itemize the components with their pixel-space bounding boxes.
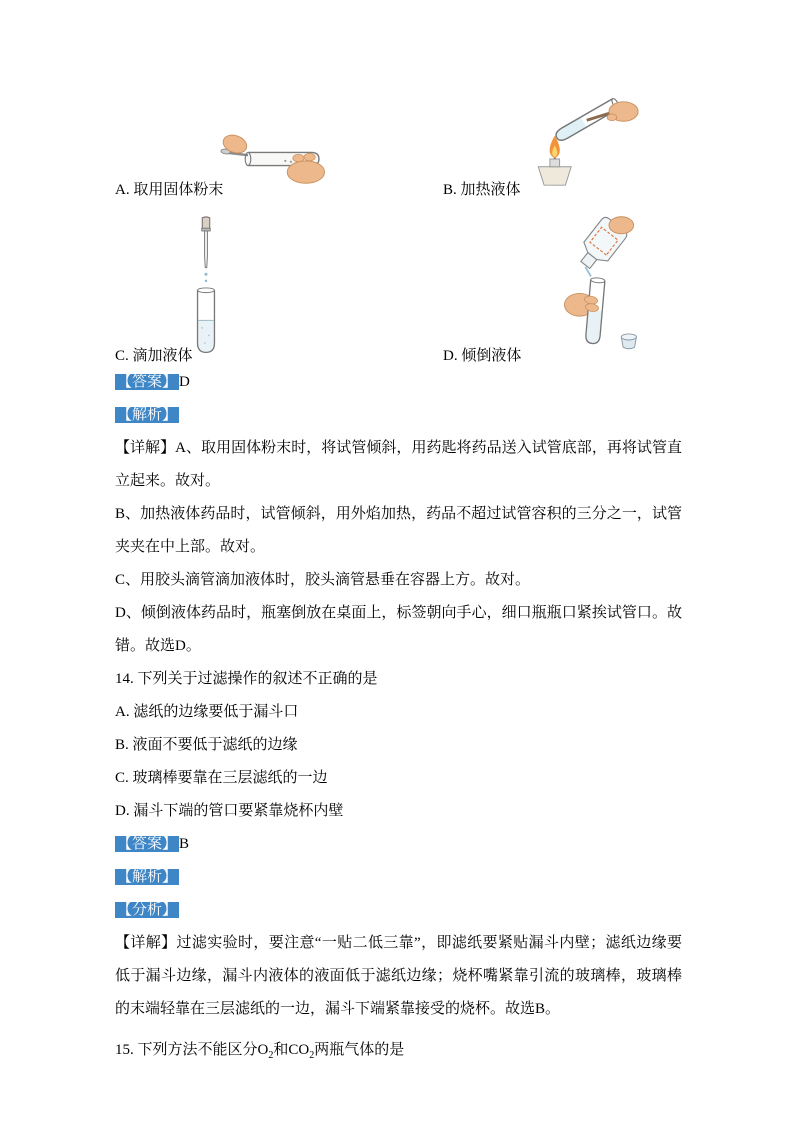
take-solid-powder-icon (220, 130, 332, 188)
q13-option-c-label: C. 滴加液体 (115, 348, 193, 364)
drop-liquid-icon (190, 215, 222, 358)
q15-stem-prefix: 15. 下列方法不能区分 (115, 1042, 258, 1058)
q14-detail-tag: 【详解】 (115, 935, 177, 951)
q15-stem-suffix: 两瓶气体的是 (314, 1042, 405, 1058)
q13-answer-line (115, 366, 682, 399)
q13-detail-a-text: A、取用固体粉末时，将试管倾斜，用药匙将药品送入试管底部，再将试管直立起来。故对。 (115, 440, 682, 489)
q13-option-a (115, 88, 443, 200)
q13-option-b (443, 88, 682, 200)
pour-liquid-icon (538, 210, 644, 356)
q14-analysis-tag-line (115, 861, 682, 894)
exam-document (115, 88, 682, 1067)
q14-fenxi-tag: 【分析】 (117, 902, 178, 918)
q14-stem: 14. 下列关于过滤操作的叙述不正确的是 (115, 671, 378, 687)
q14-detail-text: 过滤实验时，要注意“一贴二低三靠”，即滤纸要紧贴漏斗内壁；滤纸边缘要低于漏斗边缘，漏斗内液体的液面低于滤纸边缘；烧杯嘴紧靠引流的玻璃棒，玻璃棒的末端轻靠在三层滤纸的一边，漏斗下端紧靠接受的烧杯。故选B。 (115, 935, 682, 1017)
q14-analysis-tag: 【解析】 (117, 869, 178, 885)
q13-option-c (115, 214, 443, 366)
q14-fenxi-tag-line (115, 894, 682, 927)
q14-answer-value: B (179, 836, 190, 852)
q14-answer-tag: 【答案】 (117, 836, 178, 852)
q13-option-b-label: B. 加热液体 (443, 182, 521, 198)
q15-co2-subscript: 2 (309, 1050, 315, 1061)
q13-option-a-label: A. 取用固体粉末 (115, 182, 224, 198)
q13-detail-tag: 【详解】 (115, 440, 176, 456)
q14-option-b: B. 液面不要低于滤纸的边缘 (115, 737, 298, 753)
heat-liquid-icon (515, 95, 641, 192)
q15-formula-co2: CO (288, 1042, 310, 1058)
q15-formula-o2: O (257, 1042, 269, 1058)
q13-detail-a (115, 432, 682, 498)
q14-option-a: A. 滤纸的边缘要低于漏斗口 (115, 704, 299, 720)
q13-figure-row-1 (115, 88, 682, 200)
q13-analysis-tag-line (115, 399, 682, 432)
q13-detail-b: B、加热液体药品时，试管倾斜，用外焰加热，药品不超过试管容积的三分之一，试管夹夹在中上部。故对。 (115, 506, 682, 555)
q13-detail-d: D、倾倒液体药品时，瓶塞倒放在桌面上，标签朝向手心，细口瓶瓶口紧挨试管口。故错。故选D。 (115, 605, 682, 654)
q13-option-d (443, 214, 682, 366)
q15-stem (115, 1034, 682, 1067)
q14-option-d: D. 漏斗下端的管口要紧靠烧杯内壁 (115, 803, 344, 819)
q14-detail (115, 927, 682, 1026)
q13-analysis-tag: 【解析】 (117, 407, 178, 423)
q13-option-d-label: D. 倾倒液体 (443, 348, 522, 364)
q15-o2-subscript: 2 (268, 1050, 274, 1061)
q15-stem-mid: 和 (273, 1042, 289, 1058)
q14-answer-line (115, 828, 682, 861)
q13-answer-tag: 【答案】 (117, 374, 178, 390)
q13-answer-value: D (179, 374, 190, 390)
q13-figure-row-2 (115, 214, 682, 366)
q13-detail-c: C、用胶头滴管滴加液体时，胶头滴管悬垂在容器上方。故对。 (115, 572, 531, 588)
q14-option-c: C. 玻璃棒要靠在三层滤纸的一边 (115, 770, 328, 786)
